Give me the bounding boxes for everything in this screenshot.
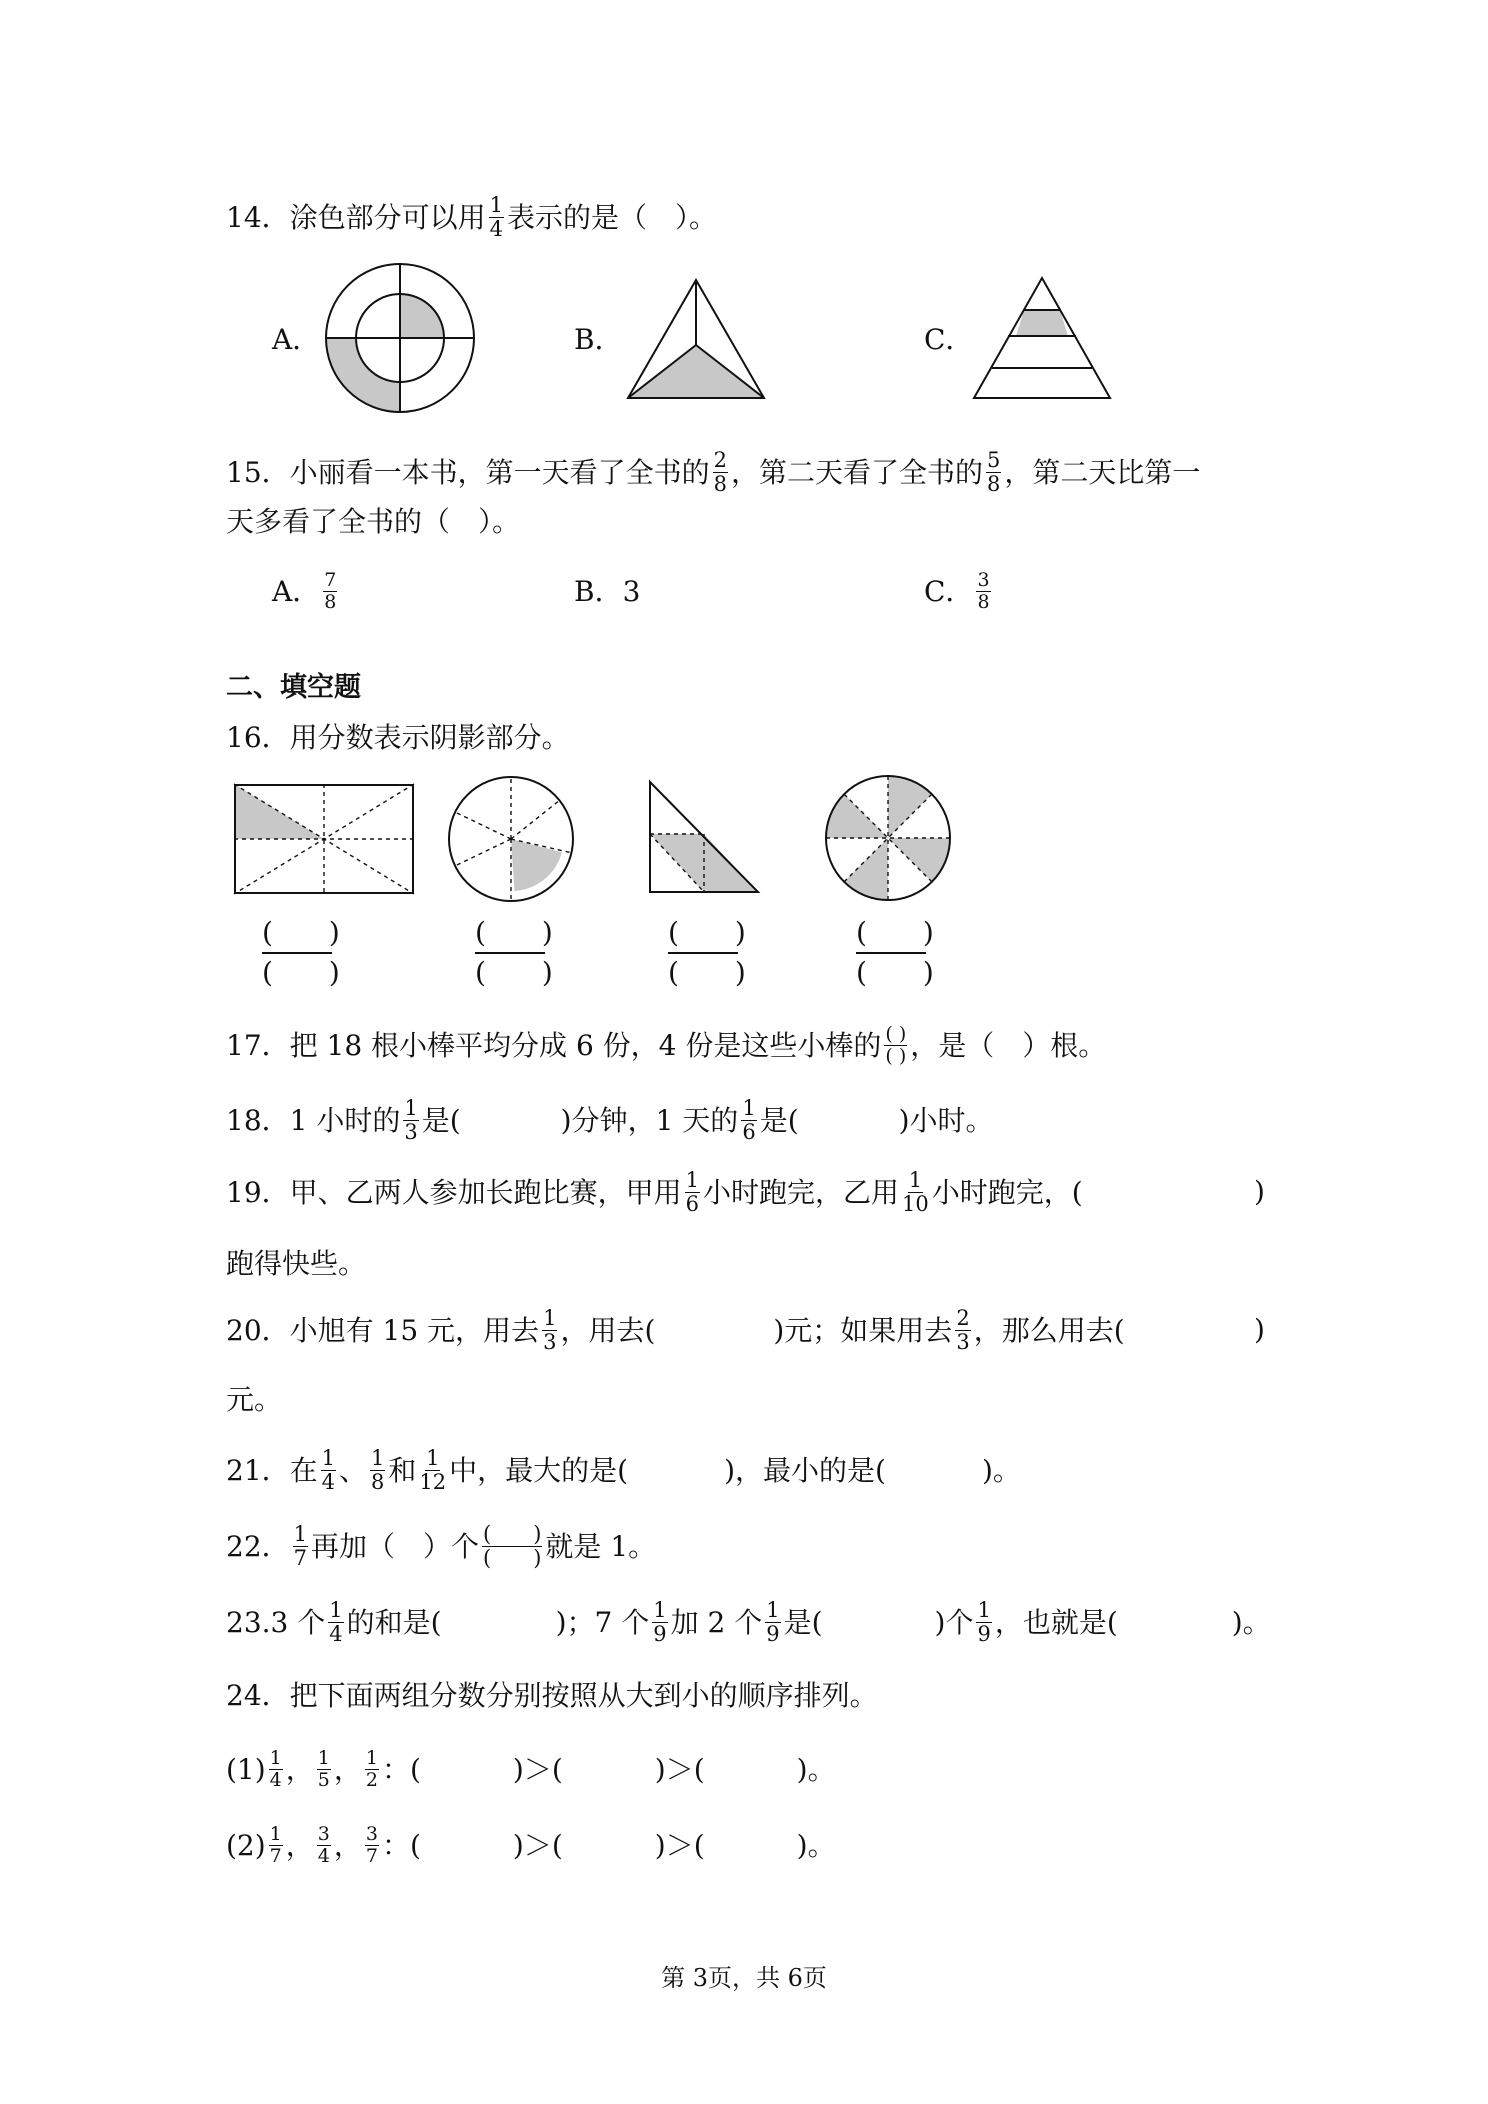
q15-option-b: B．3 (574, 575, 641, 608)
figure-right-triangle (648, 780, 760, 894)
q23-line: 23.3 个 $\frac{1}{4}$ 的和是( )；7 个 $\frac{1}{9}$ 加 2 个 $\frac{1}{9}$ 是( )个 $\frac{1}{9}$ ，也就是( )。 (226, 1598, 1271, 1646)
q24-row-2: (2) $\frac{1}{7}$ ， $\frac{3}{4}$ ， $\frac{3}{7}$ ：( )＞( )＞( )。 (226, 1823, 836, 1867)
figure-rectangle-eighths (234, 784, 414, 894)
q16-answer-3[interactable]: ( ) ( ) (668, 916, 746, 989)
q16-answer-4[interactable]: ( ) ( ) (856, 916, 934, 989)
fraction: $\frac{1}{3}$ (543, 1306, 557, 1354)
q14-option-b-label: B． (574, 323, 623, 356)
figure-ring-circle (324, 262, 476, 414)
figure-circle-sevenths (448, 776, 574, 902)
fraction: $\frac{1}{9}$ (977, 1598, 991, 1646)
fraction: $\frac{3}{7}$ (365, 1823, 378, 1867)
figure-triangle-center (626, 278, 766, 400)
section-heading: 二、填空题 (226, 672, 361, 703)
fraction: $\frac{2}{8}$ (713, 448, 728, 496)
q19-line-2: 跑得快些。 (226, 1247, 367, 1280)
figure-circle-eighths (825, 775, 951, 901)
q19-close-paren: ) (1254, 1175, 1265, 1208)
q19-line-1: 19．甲、乙两人参加长跑比赛，甲用 $\frac{1}{6}$ 小时跑完，乙用 $\frac{1}{10}$ 小时跑完，( (226, 1168, 1083, 1216)
q15-line-1: 15．小丽看一本书，第一天看了全书的 $\frac{2}{8}$ ，第二天看了全书的 $\frac{5}{8}$ ，第二天比第一 (226, 448, 1201, 496)
q24-line: 24．把下面两组分数分别按照从大到小的顺序排列。 (226, 1679, 878, 1712)
fraction: $\frac{1}{9}$ (653, 1598, 667, 1646)
figure-triangle-bands (972, 276, 1112, 400)
q15-option-c: C． $\frac{3}{8}$ (924, 569, 990, 613)
fraction: $\frac{1}{7}$ (269, 1823, 282, 1867)
fraction: $\frac{1}{6}$ (685, 1168, 700, 1216)
page-footer: 第 3页，共 6页 (661, 1964, 827, 1992)
fraction: $\frac{3}{4}$ (317, 1823, 330, 1867)
fraction: $\frac{1}{7}$ (293, 1522, 308, 1570)
q21-line: 21．在 $\frac{1}{4}$ 、 $\frac{1}{8}$ 和 $\frac{1}{12}$ 中，最大的是( )，最小的是( )。 (226, 1446, 1021, 1494)
fraction: $\frac{1}{5}$ (317, 1747, 330, 1791)
q14-option-a-label: A． (272, 323, 321, 356)
q15-option-a: A． $\frac{7}{8}$ (272, 569, 337, 613)
q16-answer-1[interactable]: ( ) ( ) (262, 916, 340, 989)
fraction: $\frac{7}{8}$ (324, 569, 337, 613)
fraction: $\frac{1}{10}$ (902, 1168, 929, 1216)
fraction: $\frac{1}{2}$ (365, 1747, 378, 1791)
fraction: $\frac{1}{8}$ (371, 1446, 385, 1494)
q20-close-paren: ) (1254, 1313, 1265, 1346)
q16-answer-2[interactable]: ( ) ( ) (475, 916, 553, 989)
fraction: $\frac{1}{3}$ (404, 1096, 418, 1144)
fraction: $\frac{1}{4}$ (329, 1598, 343, 1646)
fraction-blank[interactable]: $\frac{( )}{( )}$ (483, 1522, 542, 1570)
fraction: $\frac{1}{12}$ (419, 1446, 447, 1494)
fraction: $\frac{1}{6}$ (742, 1096, 756, 1144)
q14-line: 14．涂色部分可以用 $\frac{1}{4}$ 表示的是（ ）。 (226, 193, 718, 241)
fraction: $\frac{1}{4}$ (321, 1446, 336, 1494)
fraction: $\frac{1}{4}$ (269, 1747, 282, 1791)
q14-option-c-label: C． (924, 323, 974, 356)
q17-line: 17．把 18 根小棒平均分成 6 份，4 份是这些小棒的 $\frac{( )}{( )}$ ，是（ ）根。 (226, 1023, 1107, 1067)
fraction: $\frac{2}{3}$ (956, 1306, 970, 1354)
fraction-blank[interactable]: $\frac{( )}{( )}$ (885, 1023, 907, 1067)
q24-row-1: (1) $\frac{1}{4}$ ， $\frac{1}{5}$ ， $\frac{1}{2}$ ：( )＞( )＞( )。 (226, 1747, 836, 1791)
q15-line-2: 天多看了全书的（ ）。 (226, 505, 521, 538)
fraction: $\frac{1}{4}$ (489, 193, 504, 241)
q20-line-1: 20．小旭有 15 元，用去 $\frac{1}{3}$ ，用去( )元；如果用去 $\frac{2}{3}$ ，那么用去( (226, 1306, 1125, 1354)
q16-line: 16．用分数表示阴影部分。 (226, 721, 570, 754)
fraction: $\frac{3}{8}$ (977, 569, 990, 613)
fraction: $\frac{1}{9}$ (766, 1598, 780, 1646)
q20-line-2: 元。 (226, 1383, 283, 1416)
fraction: $\frac{5}{8}$ (987, 448, 1001, 496)
q22-line: 22． $\frac{1}{7}$ 再加（ ）个 $\frac{( )}{( )}$ 就是 1。 (226, 1522, 657, 1570)
q18-line: 18．1 小时的 $\frac{1}{3}$ 是( )分钟，1 天的 $\frac{1}{6}$ 是( )小时。 (226, 1096, 994, 1144)
